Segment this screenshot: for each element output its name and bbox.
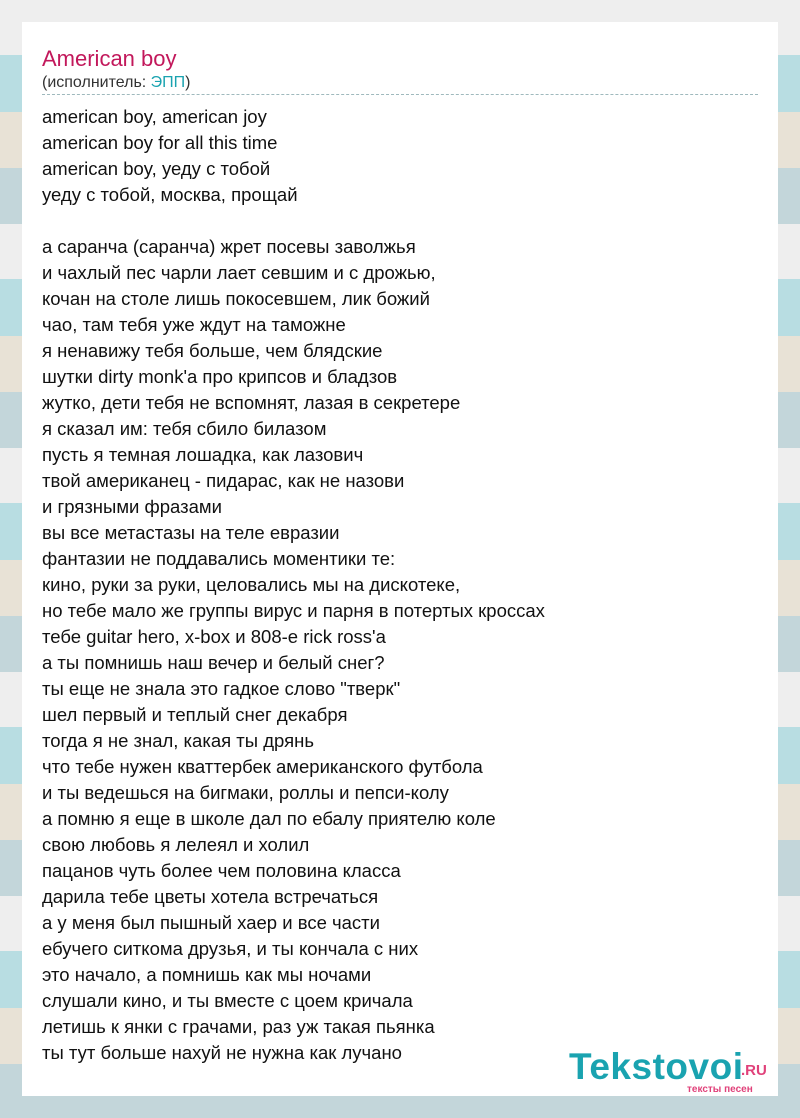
lyric-line: я сказал им: тебя сбило билазом bbox=[42, 418, 327, 439]
song-title: American boy bbox=[42, 46, 177, 71]
lyric-line: жутко, дети тебя не вспомнят, лазая в секретере bbox=[42, 392, 461, 413]
lyric-line: ебучего ситкома друзья, и ты кончала с них bbox=[42, 938, 419, 959]
lyric-line: american boy, american joy bbox=[42, 106, 267, 127]
artist-link[interactable]: ЭПП bbox=[150, 74, 186, 91]
lyric-line: твой американец - пидарас, как не назови bbox=[42, 470, 405, 491]
lyric-line: тогда я не знал, какая ты дрянь bbox=[42, 730, 314, 751]
lyric-line: но тебе мало же группы вирус и парня в потертых кроссах bbox=[42, 600, 545, 621]
lyric-line: что тебе нужен кваттербек американского футбола bbox=[42, 756, 483, 777]
lyric-line: слушали кино, и ты вместе с цоем кричала bbox=[42, 990, 413, 1011]
title-divider bbox=[42, 94, 758, 95]
lyric-line: ты еще не знала это гадкое слово "тверк" bbox=[42, 678, 401, 699]
site-logo[interactable] bbox=[569, 1047, 779, 1097]
lyric-line: это начало, а помнишь как мы ночами bbox=[42, 964, 372, 985]
lyric-line: дарила тебе цветы хотела встречаться bbox=[42, 886, 379, 907]
lyrics-card bbox=[22, 22, 778, 1096]
lyric-line: а саранча (саранча) жрет посевы заволжья bbox=[42, 236, 416, 257]
lyric-line: фантазии не поддавались моментики те: bbox=[42, 548, 396, 569]
lyric-line: и грязными фразами bbox=[42, 496, 222, 517]
lyric-line: вы все метастазы на теле евразии bbox=[42, 522, 340, 543]
lyric-line: чао, там тебя уже ждут на таможне bbox=[42, 314, 346, 335]
lyric-line: уеду с тобой, москва, прощай bbox=[42, 184, 298, 205]
lyric-line: шутки dirty monk'a про крипсов и бладзов bbox=[42, 366, 398, 387]
lyric-line: кочан на столе лишь покосевшем, лик божий bbox=[42, 288, 430, 309]
lyric-line: пацанов чуть более чем половина класса bbox=[42, 860, 401, 881]
lyric-line: тебе guitar hero, x-box и 808-е rick ross'a bbox=[42, 626, 386, 647]
lyric-line: шел первый и теплый снег декабря bbox=[42, 704, 348, 725]
lyric-line: а ты помнишь наш вечер и белый снег? bbox=[42, 652, 385, 673]
lyric-line: и ты ведешься на бигмаки, роллы и пепси-колу bbox=[42, 782, 449, 803]
artist-prefix: (исполнитель: bbox=[42, 74, 151, 91]
lyric-line: пусть я темная лошадка, как лазович bbox=[42, 444, 364, 465]
lyric-line: я ненавижу тебя больше, чем блядские bbox=[42, 340, 383, 361]
logo-suffix: .RU bbox=[741, 1062, 767, 1079]
lyric-line: а помню я еще в школе дал по ебалу приятелю коле bbox=[42, 808, 496, 829]
lyric-line: american boy for all this time bbox=[42, 132, 278, 153]
lyrics-list bbox=[42, 104, 762, 1066]
lyric-line: и чахлый пес чарли лает севшим и с дрожью, bbox=[42, 262, 436, 283]
artist-line bbox=[42, 73, 191, 93]
lyric-line: свою любовь я лелеял и холил bbox=[42, 834, 310, 855]
lyric-line: а у меня был пышный хаер и все части bbox=[42, 912, 380, 933]
lyric-line bbox=[42, 208, 762, 234]
lyric-line: кино, руки за руки, целовались мы на дискотеке, bbox=[42, 574, 461, 595]
lyric-line: american boy, уеду с тобой bbox=[42, 158, 271, 179]
artist-suffix: ) bbox=[185, 74, 191, 91]
lyric-line: ты тут больше нахуй не нужна как лучано bbox=[42, 1042, 402, 1063]
logo-tagline: тексты песен bbox=[687, 1084, 753, 1095]
logo-name: Tekstovoi bbox=[569, 1046, 744, 1087]
lyric-line: летишь к янки с грачами, раз уж такая пьянка bbox=[42, 1016, 435, 1037]
